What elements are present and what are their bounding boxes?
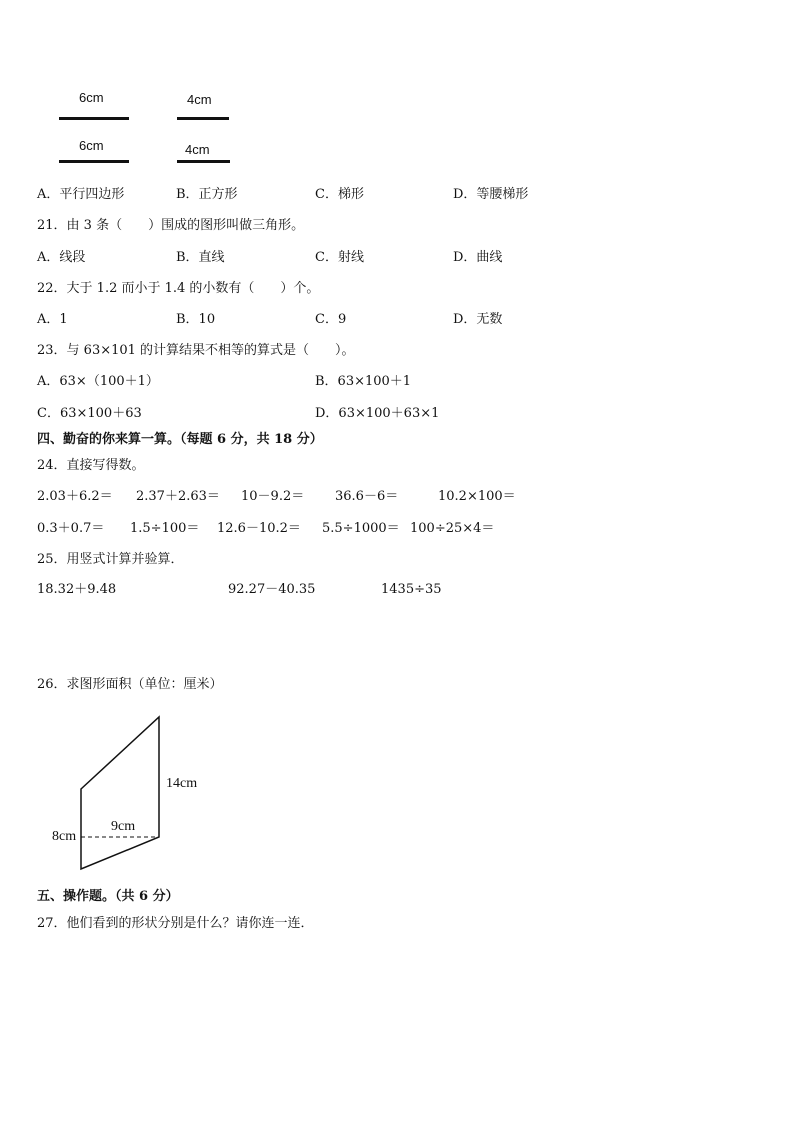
q25-item: 18.32＋9.48 bbox=[37, 582, 117, 597]
segment-label: 6cm bbox=[79, 90, 104, 105]
q21-option-b: B．直线 bbox=[176, 250, 225, 265]
base-label: 9cm bbox=[111, 819, 136, 834]
q24-item: 5.5÷1000＝ bbox=[322, 521, 400, 536]
question-27: 27．他们看到的形状分别是什么？请你连一连． bbox=[37, 916, 314, 931]
q23-option-b: B．63×100＋1 bbox=[315, 374, 412, 389]
q24-item: 12.6－10.2＝ bbox=[217, 521, 301, 536]
q22-option-a: A．1 bbox=[37, 312, 68, 327]
q20-option-a: A．平行四边形 bbox=[37, 187, 125, 202]
q20-option-d: D．等腰梯形 bbox=[453, 187, 529, 202]
q23-option-c: C．63×100＋63 bbox=[37, 406, 142, 421]
segment-label: 4cm bbox=[187, 92, 212, 107]
question-23: 23．与 63×101 的计算结果不相等的算式是（ ）。 bbox=[37, 343, 355, 358]
q24-item: 36.6－6＝ bbox=[335, 489, 399, 504]
q20-option-b: B．正方形 bbox=[176, 187, 238, 202]
q23-option-d: D．63×100＋63×1 bbox=[315, 406, 440, 421]
q21-option-c: C．射线 bbox=[315, 250, 364, 265]
question-22: 22．大于 1.2 而小于 1.4 的小数有（ ）个。 bbox=[37, 281, 320, 296]
section-5-title: 五、操作题。（共 6 分） bbox=[37, 889, 179, 904]
q22-option-d: D．无数 bbox=[453, 312, 503, 327]
q25-item: 1435÷35 bbox=[381, 582, 442, 597]
question-25: 25．用竖式计算并验算． bbox=[37, 552, 184, 567]
q24-item: 2.37＋2.63＝ bbox=[136, 489, 220, 504]
q24-item: 10.2×100＝ bbox=[438, 489, 516, 504]
line-segment bbox=[59, 160, 129, 163]
trapezoid-figure bbox=[40, 710, 240, 880]
side-label: 8cm bbox=[52, 829, 77, 844]
trapezoid-outline bbox=[81, 717, 159, 869]
line-segment bbox=[177, 117, 229, 120]
section-4-title: 四、勤奋的你来算一算。（每题 6 分，共 18 分） bbox=[37, 432, 323, 447]
segment-label: 4cm bbox=[185, 142, 210, 157]
q22-option-b: B．10 bbox=[176, 312, 216, 327]
height-label: 14cm bbox=[166, 776, 198, 791]
q24-item: 1.5÷100＝ bbox=[130, 521, 200, 536]
line-segment bbox=[59, 117, 129, 120]
line-segment bbox=[177, 160, 230, 163]
q24-item: 0.3＋0.7＝ bbox=[37, 521, 105, 536]
question-26: 26．求图形面积（单位：厘米） bbox=[37, 677, 223, 692]
q22-option-c: C．9 bbox=[315, 312, 347, 327]
segment-label: 6cm bbox=[79, 138, 104, 153]
q21-option-a: A．线段 bbox=[37, 250, 86, 265]
question-21: 21．由 3 条（ ）围成的图形叫做三角形。 bbox=[37, 218, 305, 233]
q20-option-c: C．梯形 bbox=[315, 187, 364, 202]
question-24: 24．直接写得数。 bbox=[37, 458, 145, 473]
q24-item: 100÷25×4＝ bbox=[410, 521, 495, 536]
q24-item: 10－9.2＝ bbox=[241, 489, 305, 504]
q24-item: 2.03＋6.2＝ bbox=[37, 489, 113, 504]
q21-option-d: D．曲线 bbox=[453, 250, 503, 265]
q25-item: 92.27－40.35 bbox=[228, 582, 316, 597]
q23-option-a: A．63×（100＋1） bbox=[37, 374, 159, 389]
